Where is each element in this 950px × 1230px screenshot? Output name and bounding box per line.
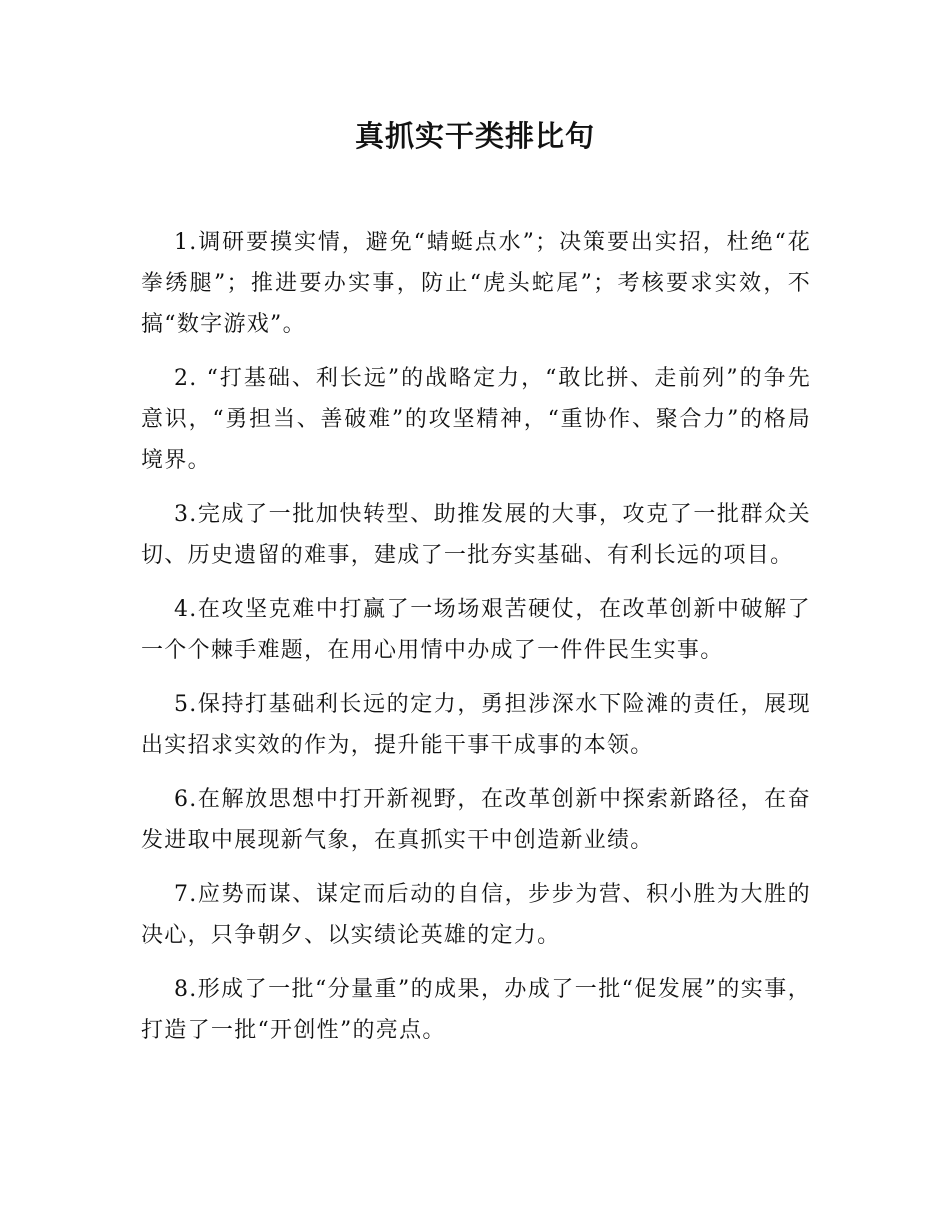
paragraph-8: 8.形成了一批“分量重”的成果，办成了一批“促发展”的实事，打造了一批“开创性”的亮点。 (141, 977, 811, 1043)
document-title: 真抓实干类排比句 (354, 119, 595, 153)
paragraph-4: 4.在攻坚克难中打赢了一场场艰苦硬仗，在改革创新中破解了一个个棘手难题，在用心用情中办成了一件件民生实事。 (141, 597, 811, 663)
paragraph-6: 6.在解放思想中打开新视野，在改革创新中探索新路径，在奋发进取中展现新气象，在真抓实干中创造新业绩。 (141, 787, 811, 853)
paragraph-2: 2. “打基础、利长远”的战略定力，“敢比拼、走前列”的争先意识，“勇担当、善破难”的攻坚精神，“重协作、聚合力”的格局境界。 (141, 366, 811, 473)
paragraph-7: 7.应势而谋、谋定而后动的自信，步步为营、积小胜为大胜的决心，只争朝夕、以实绩论英雄的定力。 (141, 882, 811, 948)
paragraph-1: 1.调研要摸实情，避免“蜻蜓点水”；决策要出实招，杜绝“花拳绣腿”；推进要办实事，防止“虎头蛇尾”；考核要求实效，不搞“数字游戏”。 (141, 230, 811, 337)
paragraph-3: 3.完成了一批加快转型、助推发展的大事，攻克了一批群众关切、历史遗留的难事，建成了一批夯实基础、有利长远的项目。 (141, 502, 811, 568)
paragraph-5: 5.保持打基础利长远的定力，勇担涉深水下险滩的责任，展现出实招求实效的作为，提升能干事干成事的本领。 (141, 692, 811, 758)
document-body (141, 222, 811, 1064)
